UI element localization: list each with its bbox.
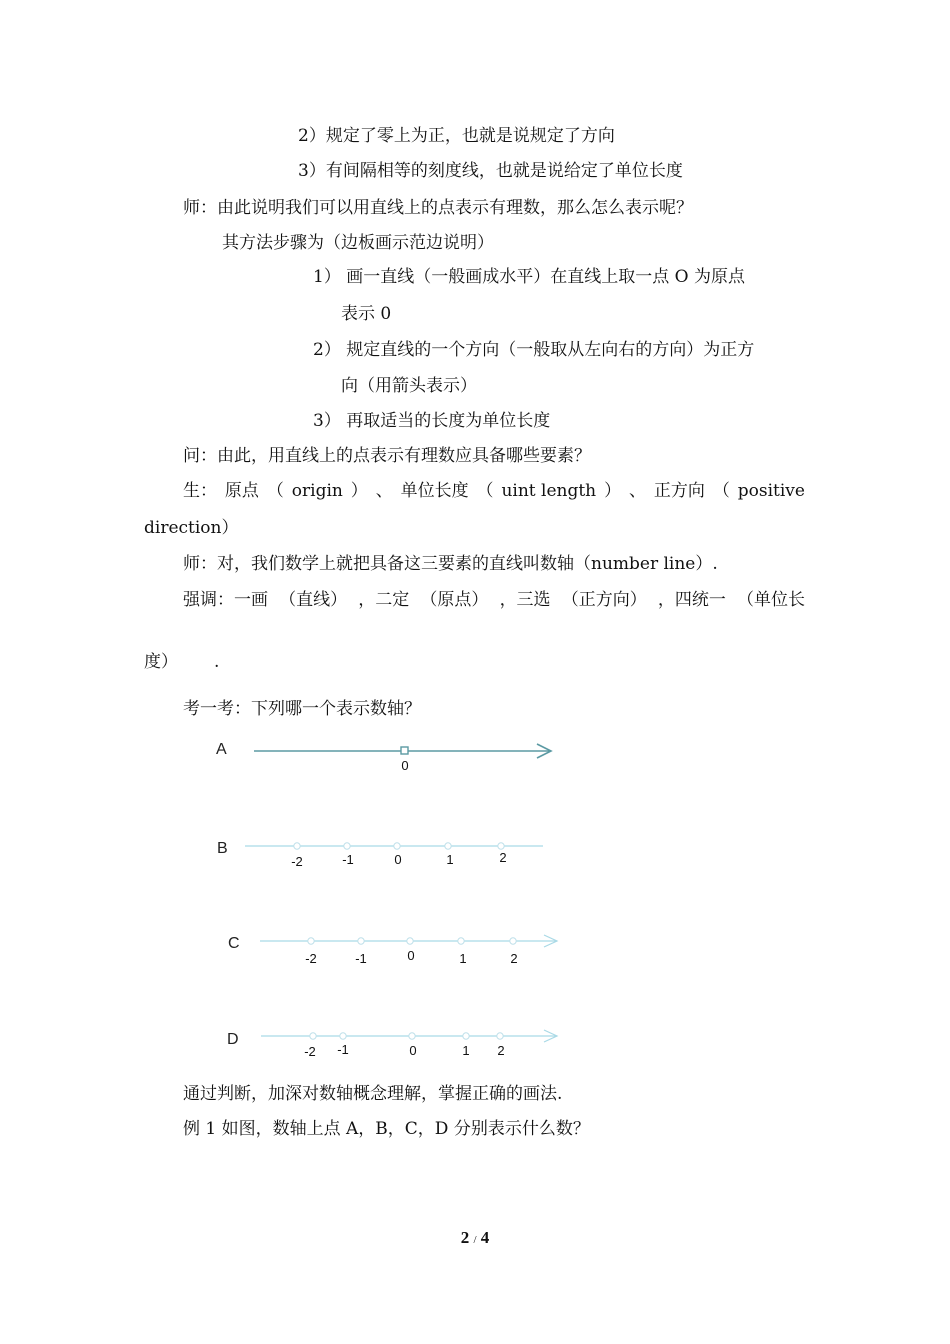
text-line-15b: .	[214, 652, 220, 672]
tick-mark	[458, 938, 464, 944]
tick-label: -1	[355, 951, 367, 966]
number-line-option-a	[216, 741, 551, 773]
text-line-17: 通过判断，加深对数轴概念理解，掌握正确的画法.	[183, 1084, 563, 1104]
text-line-12: direction）	[144, 518, 239, 538]
tick-label: 1	[446, 852, 454, 867]
line-11-part: ）	[350, 481, 368, 501]
line-11-part: 正方向	[653, 481, 705, 501]
tick-label: 0	[409, 1043, 417, 1058]
tick-label: -2	[305, 951, 317, 966]
text-line-15a: 度）	[144, 652, 178, 672]
tick-mark	[308, 938, 314, 944]
line-14-part: ，二定	[358, 590, 410, 610]
number-line-option-c	[228, 935, 557, 966]
line-11-part: 原点	[224, 481, 259, 501]
tick-label: -2	[291, 854, 303, 869]
tick-mark	[510, 938, 516, 944]
tick-mark	[340, 1033, 346, 1039]
line-11-part: uint length	[501, 481, 597, 501]
tick-label: -1	[337, 1042, 349, 1057]
line-14-part: （原点）	[420, 590, 489, 610]
text-line-1: 2）规定了零上为正，也就是说规定了方向	[298, 126, 615, 146]
text-line-6: 表示 0	[341, 304, 392, 324]
line-14-part: （直线）	[279, 590, 348, 610]
number-line-option-b	[217, 840, 543, 869]
option-label-c: C	[228, 935, 240, 952]
line-14-part: ，三选	[499, 590, 551, 610]
tick-mark	[407, 938, 413, 944]
tick-label: 0	[401, 758, 409, 773]
text-line-9: 3） 再取适当的长度为单位长度	[313, 411, 551, 431]
tick-mark	[409, 1033, 415, 1039]
tick-label: -1	[342, 852, 354, 867]
line-14-part: ，四统一	[657, 590, 726, 610]
line-11-part: （	[712, 481, 730, 501]
text-line-4: 其方法步骤为（边板画示范边说明）	[222, 233, 494, 253]
text-line-18: 例 1 如图，数轴上点 A，B，C，D 分别表示什么数？	[183, 1119, 590, 1139]
line-11-part: 、	[375, 481, 393, 501]
tick-mark	[344, 843, 350, 849]
tick-mark	[394, 843, 400, 849]
line-11-part: 、	[628, 481, 646, 501]
line-11-part: （	[476, 481, 494, 501]
text-line-13: 师：对，我们数学上就把具备这三要素的直线叫数轴（number line）.	[183, 554, 718, 574]
origin-marker	[401, 747, 408, 754]
line-11-part: 单位长度	[400, 481, 469, 501]
line-11-part: 生：	[183, 481, 217, 501]
tick-mark	[463, 1033, 469, 1039]
option-label-d: D	[227, 1031, 239, 1048]
page-separator: /	[473, 1234, 477, 1246]
tick-label: 2	[499, 850, 507, 865]
text-line-3: 师：由此说明我们可以用直线上的点表示有理数，那么怎么表示呢？	[183, 198, 693, 218]
tick-label: 1	[462, 1043, 470, 1058]
line-14-part: 强调：一画	[183, 590, 268, 610]
tick-mark	[445, 843, 451, 849]
tick-label: 0	[407, 948, 415, 963]
option-label-a: A	[216, 741, 227, 758]
line-14-part: （单位长	[736, 590, 805, 610]
tick-label: -2	[304, 1044, 316, 1059]
tick-mark	[294, 843, 300, 849]
tick-label: 2	[497, 1043, 505, 1058]
text-line-5: 1） 画一直线（一般画成水平）在直线上取一点 O 为原点	[313, 267, 745, 287]
text-line-8: 向（用箭头表示）	[341, 376, 477, 396]
line-14-part: （正方向）	[561, 590, 647, 610]
line-11-part: ）	[604, 481, 622, 501]
option-label-b: B	[217, 840, 228, 857]
tick-mark	[498, 843, 504, 849]
page-number	[0, 1228, 950, 1248]
tick-mark	[310, 1033, 316, 1039]
text-line-7: 2） 规定直线的一个方向（一般取从左向右的方向）为正方	[313, 340, 755, 360]
line-11-part: （	[266, 481, 284, 501]
tick-label: 0	[394, 852, 402, 867]
text-line-10: 问：由此，用直线上的点表示有理数应具备哪些要素？	[183, 446, 591, 466]
tick-mark	[358, 938, 364, 944]
text-line-2: 3）有间隔相等的刻度线，也就是说给定了单位长度	[298, 161, 683, 181]
tick-label: 2	[510, 951, 518, 966]
line-11-part: positive	[737, 481, 805, 501]
number-line-option-d	[227, 1030, 557, 1059]
current-page: 2	[460, 1228, 470, 1247]
text-line-16: 考一考：下列哪一个表示数轴？	[183, 699, 421, 719]
total-pages: 4	[480, 1228, 490, 1247]
tick-label: 1	[459, 951, 467, 966]
tick-mark	[497, 1033, 503, 1039]
line-11-part: origin	[291, 481, 343, 501]
